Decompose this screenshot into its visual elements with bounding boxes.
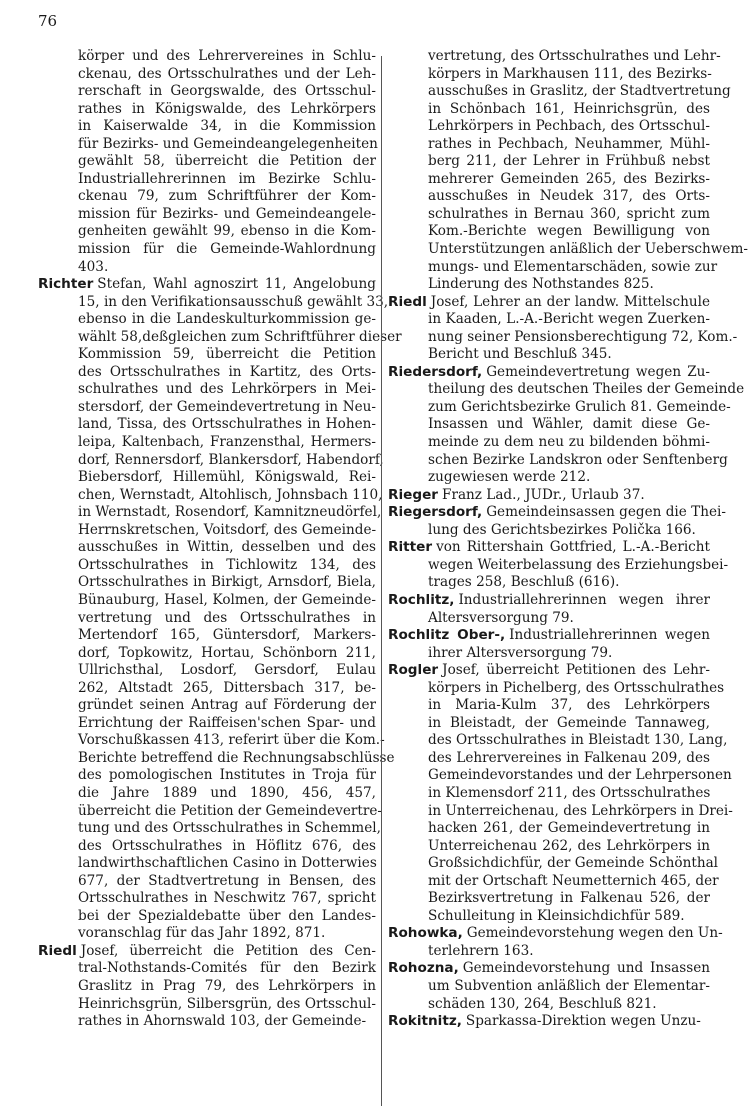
entry-line <box>388 627 710 645</box>
entry-line <box>388 434 710 452</box>
entry-text: ckenau 79, zum Schriftführer der Kom- <box>78 188 376 205</box>
entry-text: körper und des Lehrervereines in Schlu- <box>78 48 376 64</box>
entry-text: schäden 130, 264, Beschluß 821. <box>428 995 657 1012</box>
entry-text: Mertendorf 165, Güntersdorf, Markers- <box>78 627 376 644</box>
entry-text: zum Gerichtsbezirke Grulich 81. Gemeinde- <box>428 398 731 415</box>
entry-text: Vorschußkassen 413, referirt über die Kom.- <box>78 732 385 749</box>
entry-line <box>388 346 710 364</box>
entry-line <box>38 118 376 136</box>
entry-line <box>388 785 710 803</box>
entry-text: Ullrichsthal, Losdorf, Gersdorf, Eulau <box>78 662 376 679</box>
entry-line <box>38 890 376 908</box>
entry-line <box>388 820 710 838</box>
entry-text: 262, Altstadt 265, Dittersbach 317, be- <box>78 679 376 696</box>
entry-text: Industriallehrerinnen im Bezirke Schlu- <box>78 170 376 187</box>
entry-line <box>38 522 376 540</box>
entry-headword: Rieger <box>388 486 439 503</box>
entry-text: in Maria-Kulm 37, des Lehrkörpers <box>428 697 710 714</box>
entry-line <box>38 627 376 645</box>
entry-text: von Rittershain Gottfried, L.-A.-Bericht <box>436 539 710 556</box>
entry-text: Gemeindevorstandes und der Lehrpersonen <box>428 767 732 784</box>
entry-line <box>388 908 710 926</box>
entry-text: mungs- und Elementarschäden, sowie zur <box>428 258 718 275</box>
entry-text: Altersversorgung 79. <box>428 609 574 626</box>
index-column-left <box>38 48 402 1031</box>
entry-line <box>388 960 710 978</box>
entry-text: 15, in den Verifikationsausschuß gewählt 33, <box>78 293 389 310</box>
entry-line <box>38 486 383 505</box>
entry-line <box>38 223 376 241</box>
entry-line <box>38 399 376 417</box>
entry-line <box>38 416 376 434</box>
entry-line <box>38 136 376 154</box>
index-entry <box>388 627 710 662</box>
entry-text: Industriallehrerinnen wegen <box>509 627 710 644</box>
index-entry <box>388 504 726 539</box>
entry-line <box>38 381 376 399</box>
entry-line <box>388 610 710 628</box>
entry-line <box>38 767 376 785</box>
entry-text: in Kaaden, L.-A.-Bericht wegen Zuerken- <box>428 311 710 328</box>
entry-line <box>38 469 376 487</box>
entry-text: vertretung, des Ortsschulrathes und Lehr- <box>428 48 721 64</box>
entry-line <box>38 1013 376 1031</box>
entry-headword: Riedl <box>38 942 77 959</box>
entry-text: schen Bezirke Landskron oder Senftenberg <box>428 451 728 468</box>
index-entry <box>38 943 376 1031</box>
entry-text: rathes in Königswalde, des Lehrkörpers <box>78 100 376 117</box>
entry-line <box>38 996 376 1014</box>
entry-text: in Bleistadt, der Gemeinde Tannaweg, <box>428 714 710 731</box>
entry-text: Josef, überreicht Petitionen des Lehr- <box>442 662 710 679</box>
entry-line <box>38 943 376 961</box>
entry-headword: Ritter <box>388 539 433 556</box>
entry-text: in Schönbach 161, Heinrichsgrün, des <box>428 100 710 117</box>
entry-line <box>388 398 731 417</box>
entry-text: mission für Bezirks- und Gemeindeangele- <box>78 205 376 222</box>
entry-line <box>388 83 731 101</box>
entry-line <box>38 855 376 873</box>
entry-line <box>38 364 376 382</box>
entry-line <box>388 66 710 84</box>
entry-headword: Rohozna, <box>388 960 459 977</box>
entry-text: wegen Weiterbelassung des Erziehungsbei- <box>428 556 729 573</box>
entry-line <box>38 83 376 101</box>
entry-text: Josef, überreicht die Petition des Cen- <box>80 942 376 959</box>
entry-line <box>38 346 376 364</box>
entry-text: mission für die Gemeinde-Wahlordnung <box>78 241 376 258</box>
entry-line <box>38 311 376 329</box>
index-entry <box>388 487 710 505</box>
entry-text: chen, Wernstadt, Altohlisch, Johnsbach 110, <box>78 486 383 503</box>
entry-line <box>38 978 376 996</box>
entry-text: ausschußes in Wittin, desselben und des <box>78 539 376 556</box>
entry-line <box>388 715 710 733</box>
entry-line <box>388 136 710 154</box>
entry-text: in Unterreichenau, des Lehrkörpers in Drei- <box>428 802 733 819</box>
entry-text: rathes in Pechbach, Neuhammer, Mühl- <box>428 135 710 152</box>
entry-text: überreicht die Petition der Gemeindevertre- <box>78 802 382 819</box>
entry-line <box>38 434 376 452</box>
entry-line <box>388 311 710 329</box>
index-column-right <box>388 48 748 1031</box>
entry-headword: Rogler <box>388 662 439 679</box>
entry-line <box>38 574 376 592</box>
entry-line <box>388 767 732 785</box>
entry-text: Lehrkörpers in Pechbach, des Ortsschul- <box>428 118 710 135</box>
entry-line <box>388 872 719 891</box>
entry-line <box>388 556 729 575</box>
entry-line <box>388 679 725 698</box>
entry-line <box>388 855 719 873</box>
entry-text: nung seiner Pensionsberechtigung 72, Kom.- <box>428 328 738 345</box>
entry-line <box>38 908 376 926</box>
entry-text: Ortsschulrathes in Neschwitz 767, spricht <box>78 890 376 907</box>
entry-text: trages 258, Beschluß (616). <box>428 574 620 591</box>
entry-text: Gemeindevertretung wegen Zu- <box>486 363 710 380</box>
entry-line <box>388 101 710 119</box>
entry-text: Josef, Lehrer an der landw. Mittelschule <box>430 293 710 310</box>
entry-text: Insassen und Wähler, damit diese Ge- <box>428 416 710 433</box>
entry-text: gründet seinen Antrag auf Förderung der <box>78 697 376 714</box>
entry-line <box>38 960 376 978</box>
entry-line <box>388 978 710 996</box>
index-entry <box>388 363 745 487</box>
entry-line <box>388 943 710 961</box>
entry-text: um Subvention anläßlich der Elementar- <box>428 977 710 994</box>
entry-text: zugewiesen werde 212. <box>428 469 591 486</box>
entry-line <box>38 749 395 768</box>
entry-headword: Rochlitz, <box>388 591 455 608</box>
entry-text: meinde zu dem neu zu bildenden böhmi- <box>428 434 710 451</box>
entry-text: Gemeindeinsassen gegen die Thei- <box>486 504 726 521</box>
entry-line <box>388 925 723 943</box>
entry-text: Graslitz in Prag 79, des Lehrkörpers in <box>78 977 376 994</box>
entry-text: Kom.-Berichte wegen Bewilligung von <box>428 223 710 240</box>
index-entry <box>388 1013 710 1031</box>
entry-line <box>38 153 376 171</box>
index-entry <box>38 276 402 943</box>
entry-line <box>38 715 376 733</box>
entry-text: Gemeindevorstehung wegen den Un- <box>466 925 723 942</box>
entry-text: ebenso in die Landeskulturkommission ge- <box>78 311 376 328</box>
entry-line <box>388 574 710 592</box>
entry-text: Bezirksvertretung in Falkenau 526, der <box>428 890 710 907</box>
entry-text: Bünauburg, Hasel, Kolmen, der Gemeinde- <box>78 591 376 608</box>
entry-text: mit der Ortschaft Neumetternich 465, der <box>428 872 719 889</box>
entry-line <box>38 662 376 680</box>
entry-line <box>38 171 376 189</box>
entry-text: des Ortsschulrathes in Bleistadt 130, Lang, <box>428 732 728 749</box>
entry-text: ausschußes in Neudek 317, des Orts- <box>428 188 710 205</box>
entry-text: Sparkassa-Direktion wegen Unzu- <box>465 1013 701 1030</box>
index-entry <box>388 960 710 1013</box>
entry-text: hacken 261, der Gemeindevertretung in <box>428 820 710 837</box>
entry-line <box>38 645 376 663</box>
entry-line <box>388 223 710 241</box>
entry-text: landwirthschaftlichen Casino in Dotterwies <box>78 855 377 872</box>
index-entry <box>38 48 376 276</box>
entry-line <box>388 381 745 399</box>
entry-text: dorf, Rennersdorf, Blankersdorf, Habendorf, <box>78 451 384 468</box>
entry-text: schulrathes in Bernau 360, spricht zum <box>428 205 710 222</box>
entry-line <box>38 697 376 715</box>
entry-text: tung und des Ortsschulrathes in Schemmel, <box>78 820 381 837</box>
entry-text: Herrnskretschen, Voitsdorf, des Gemeinde- <box>78 521 377 538</box>
entry-text: 677, der Stadtvertretung in Bensen, des <box>78 872 376 889</box>
entry-line <box>38 557 376 575</box>
entry-text: des Ortsschulrathes in Kartitz, des Orts- <box>78 363 376 380</box>
entry-text: Linderung des Nothstandes 825. <box>428 276 654 293</box>
entry-text: mehrerer Gemeinden 265, des Bezirks- <box>428 170 710 187</box>
entry-text: dorf, Topkowitz, Hortau, Schönborn 211, <box>78 644 376 661</box>
entry-line <box>388 241 748 259</box>
entry-line <box>38 48 376 66</box>
entry-text: lung des Gerichtsbezirkes Polička 166. <box>428 521 696 538</box>
entry-text: gewählt 58, überreicht die Petition der <box>78 153 376 170</box>
entry-text: des pomologischen Institutes in Troja für <box>78 767 376 784</box>
entry-text: Ortsschulrathes in Birkigt, Arnsdorf, Biela, <box>78 574 376 591</box>
entry-text: rathes in Ahornswald 103, der Gemeinde- <box>78 1013 367 1030</box>
entry-line <box>388 188 710 206</box>
entry-text: voranschlag für das Jahr 1892, 871. <box>78 925 326 942</box>
entry-line <box>388 276 710 294</box>
entry-text: berg 211, der Lehrer in Frühbuß nebst <box>428 153 710 170</box>
entry-line <box>38 539 376 557</box>
entry-line <box>388 153 710 171</box>
page-number: 76 <box>38 12 58 30</box>
entry-line <box>38 802 382 821</box>
entry-text: körpers in Markhausen 111, des Bezirks- <box>428 65 712 82</box>
entry-headword: Rokitnitz, <box>388 1013 462 1030</box>
entry-line <box>38 259 376 277</box>
entry-text: in Klemensdorf 211, des Ortsschulrathes <box>428 784 711 801</box>
entry-line <box>38 206 376 224</box>
entry-line <box>388 171 710 189</box>
entry-text: für Bezirks- und Gemeindeangelegenheiten <box>78 135 378 152</box>
column-divider <box>381 56 382 1106</box>
entry-line <box>388 539 710 557</box>
entry-text: Unterstützungen anläßlich der Ueberschwem- <box>428 241 748 258</box>
entry-text: körpers in Pichelberg, des Ortsschulrathes <box>428 679 725 696</box>
entry-headword: Riegersdorf, <box>388 504 483 521</box>
index-entry <box>388 293 738 364</box>
entry-line <box>388 487 710 505</box>
entry-line <box>38 101 376 119</box>
entry-line <box>38 328 402 347</box>
entry-line <box>38 451 384 470</box>
entry-text: Stefan, Wahl agnoszirt 11, Angelobung <box>97 276 376 293</box>
entry-text: bei der Spezialdebatte über den Landes- <box>78 907 376 924</box>
entry-text: Kommission 59, überreicht die Petition <box>78 346 376 363</box>
entry-text: Gemeindevorstehung und Insassen <box>462 960 710 977</box>
entry-line <box>38 66 376 84</box>
entry-line <box>38 820 381 838</box>
entry-text: 403. <box>78 258 109 275</box>
entry-line <box>388 258 718 277</box>
entry-line <box>388 416 710 434</box>
entry-text: die Jahre 1889 und 1890, 456, 457, <box>78 784 376 801</box>
entry-line <box>388 328 738 347</box>
entry-line <box>388 504 726 522</box>
entry-line <box>38 241 376 259</box>
entry-text: leipa, Kaltenbach, Franzensthal, Hermers- <box>78 434 376 451</box>
entry-line <box>388 294 710 312</box>
entry-text: ausschußes in Graslitz, der Stadtvertretung <box>428 83 731 100</box>
entry-line <box>388 592 710 610</box>
entry-line <box>388 697 710 715</box>
entry-line <box>388 206 710 224</box>
entry-text: ihrer Altersversorgung 79. <box>428 644 613 661</box>
entry-text: genheiten gewählt 99, ebenso in die Kom- <box>78 223 376 240</box>
entry-line <box>38 504 382 522</box>
entry-line <box>388 802 733 821</box>
index-entry <box>388 925 723 960</box>
entry-text: des Lehrervereines in Falkenau 209, des <box>428 749 710 766</box>
entry-line <box>38 610 376 628</box>
entry-text: Schulleitung in Kleinsichdichfür 589. <box>428 907 685 924</box>
entry-line <box>38 680 376 698</box>
entry-text: Industriallehrerinnen wegen ihrer <box>458 591 710 608</box>
entry-line <box>38 276 376 294</box>
entry-line <box>388 890 710 908</box>
entry-line <box>388 662 710 680</box>
entry-line <box>388 364 710 382</box>
entry-line <box>38 925 376 943</box>
index-entry <box>388 539 729 592</box>
entry-text: Ortsschulrathes in Tichlowitz 134, des <box>78 556 376 573</box>
entry-headword: Rohowka, <box>388 925 463 942</box>
entry-text: in Wernstadt, Rosendorf, Kamnitzneudörfel, <box>78 504 382 521</box>
index-entry <box>388 592 710 627</box>
entry-line <box>388 469 710 487</box>
entry-headword: Rochlitz Ober-, <box>388 627 506 644</box>
entry-text: stersdorf, der Gemeindevertretung in Neu- <box>78 398 376 415</box>
entry-text: Unterreichenau 262, des Lehrkörpers in <box>428 837 710 854</box>
entry-text: land, Tissa, des Ortsschulrathes in Hohen- <box>78 416 376 433</box>
entry-headword: Riedersdorf, <box>388 363 483 380</box>
entry-text: Heinrichsgrün, Silbersgrün, des Ortsschul- <box>78 995 376 1012</box>
entry-line <box>388 48 721 66</box>
entry-line <box>388 645 710 663</box>
entry-line <box>388 1013 710 1031</box>
entry-line <box>388 451 728 470</box>
entry-line <box>388 118 710 136</box>
entry-line <box>38 732 385 750</box>
entry-line <box>38 293 389 312</box>
entry-text: terlehrern 163. <box>428 942 534 959</box>
index-entry <box>388 48 748 294</box>
entry-line <box>38 188 376 206</box>
entry-text: Berichte betreffend die Rechnungsabschlüsse <box>78 749 395 766</box>
entry-line <box>388 732 728 750</box>
entry-line <box>38 873 376 891</box>
entry-text: theilung des deutschen Theiles der Gemeinde <box>428 381 745 398</box>
entry-text: Biebersdorf, Hillemühl, Königswald, Rei- <box>78 469 376 486</box>
entry-line <box>38 785 376 803</box>
entry-text: ckenau, des Ortsschulrathes und der Leh- <box>78 65 376 82</box>
entry-text: vertretung und des Ortsschulrathes in <box>78 609 376 626</box>
entry-text: Großsichdichfür, der Gemeinde Schönthal <box>428 855 719 872</box>
entry-text: Franz Lad., JUDr., Urlaub 37. <box>442 486 645 503</box>
entry-line <box>388 750 710 768</box>
entry-line <box>388 522 710 540</box>
entry-line <box>38 838 376 856</box>
entry-text: schulrathes und des Lehrkörpers in Mei- <box>78 381 376 398</box>
entry-headword: Richter <box>38 276 94 293</box>
entry-line <box>38 592 376 610</box>
index-entry <box>388 662 733 925</box>
entry-text: rerschaft in Georgswalde, des Ortsschul- <box>78 83 376 100</box>
entry-text: tral-Nothstands-Comités für den Bezirk <box>78 960 376 977</box>
entry-text: des Ortsschulrathes in Höflitz 676, des <box>78 837 376 854</box>
entry-line <box>388 838 710 856</box>
entry-headword: Riedl <box>388 293 427 310</box>
entry-line <box>388 996 710 1014</box>
entry-text: Errichtung der Raiffeisen'schen Spar- und <box>78 714 376 731</box>
entry-text: Bericht und Beschluß 345. <box>428 346 612 363</box>
entry-text: wählt 58,deßgleichen zum Schriftführer dieser <box>78 328 402 345</box>
entry-text: in Kaiserwalde 34, in die Kommission <box>78 118 376 135</box>
